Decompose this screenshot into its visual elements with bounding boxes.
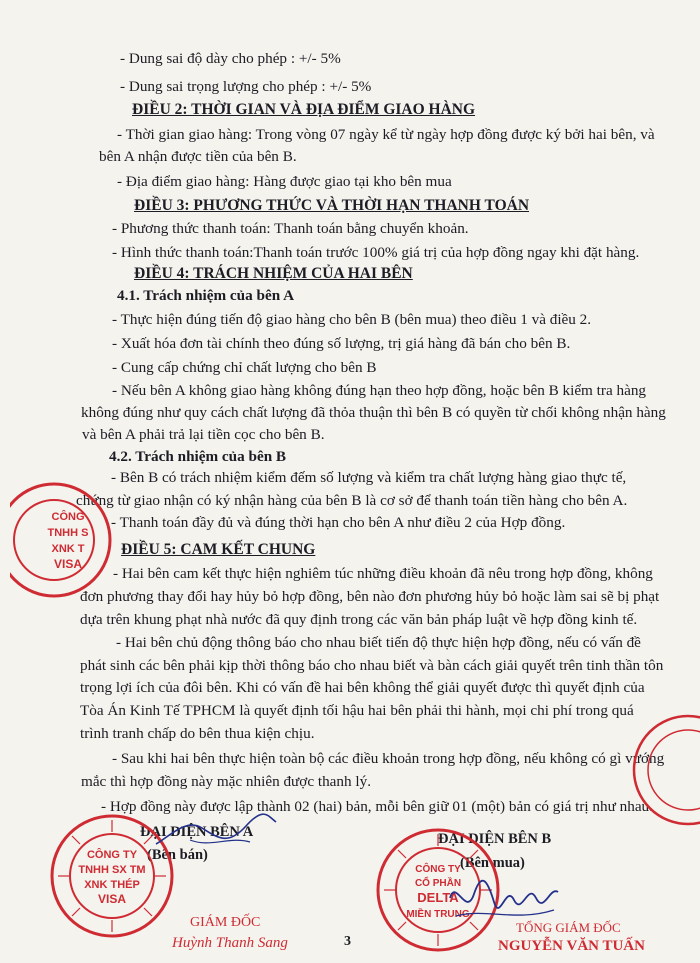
seal-a-text: XNK THÉP	[84, 879, 140, 891]
text-line: - Dung sai trọng lượng cho phép : +/- 5%	[120, 78, 372, 95]
text-line: - Phương thức thanh toán: Thanh toán bằng chuyển khoản.	[112, 220, 469, 237]
text-line: - Sau khi hai bên thực hiện toàn bộ các điều khoản trong hợp đồng, nếu không có gì vướng	[112, 750, 665, 767]
partial-seal-text: XNK T	[51, 543, 85, 555]
text-line: - Hợp đồng này được lập thành 02 (hai) bản, mỗi bên giữ 01 (một) bản có giá trị như nhau.	[101, 798, 653, 815]
text-line: phát sinh các bên phải kịp thời thông báo cho nhau biết và bàn cách giải quyết trên tinh thần tôn	[80, 657, 664, 674]
text-line: đơn phương thay đổi hay hủy bỏ hợp đồng, bên nào đơn phương hủy bỏ hoặc làm sai sẽ bị phạt	[80, 588, 660, 605]
text-line: Tòa Án Kinh Tế TPHCM là quyết định tối hậu hai bên phải thi hành, mọi chi phí trong quá	[80, 702, 634, 719]
partial-stamp-right-icon	[612, 712, 700, 830]
text-line: - Thực hiện đúng tiến độ giao hàng cho bên B (bên mua) theo điều 1 và điều 2.	[112, 311, 592, 328]
page-number: 3	[344, 934, 351, 949]
subsection-heading: 4.1. Trách nhiệm của bên A	[117, 287, 295, 304]
partial-seal-icon	[10, 480, 128, 600]
text-line: - Hai bên cam kết thực hiện nghiêm túc những điều khoản đã nêu trong hợp đồng, không	[113, 565, 653, 582]
party-a-title: ĐẠI DIỆN BÊN A	[140, 824, 254, 840]
text-line: - Địa điểm giao hàng: Hàng được giao tại kho bên mua	[117, 173, 452, 190]
text-line: - Hai bên chủ động thông báo cho nhau biết tiến độ thực hiện hợp đồng, nếu có vấn đề	[116, 634, 641, 651]
text-line: mắc thì hợp đồng này mặc nhiên được thanh lý.	[81, 773, 372, 790]
subsection-heading: 4.2. Trách nhiệm của bên B	[109, 448, 287, 465]
seal-b-text: MIỀN TRUNG	[406, 909, 470, 920]
text-line: - Dung sai độ dày cho phép : +/- 5%	[120, 50, 341, 67]
party-a-name: Huỳnh Thanh Sang	[172, 935, 288, 951]
section-heading: ĐIỀU 3: PHƯƠNG THỨC VÀ THỜI HẠN THANH TOÁN	[134, 197, 530, 214]
text-line: chứng từ giao nhận có ký nhận hàng của bên B là cơ sở để thanh toán tiền hàng cho bên A.	[76, 492, 628, 509]
text-line: - Bên B có trách nhiệm kiểm đếm số lượng và kiểm tra chất lượng hàng giao thực tế,	[111, 469, 627, 486]
section-heading: ĐIỀU 2: THỜI GIAN VÀ ĐỊA ĐIỂM GIAO HÀNG	[132, 101, 476, 118]
text-line: trọng lợi ích của đôi bên. Khi có vấn đề hai bên không thể giải quyết được thì quyết định của	[80, 679, 645, 696]
seal-a-text: VISA	[97, 892, 127, 906]
text-line: - Thời gian giao hàng: Trong vòng 07 ngày kể từ ngày hợp đồng được ký bởi hai bên, và	[117, 126, 655, 143]
text-line: dựa trên khung phạt nhà nước đã quy định trong các văn bản pháp luật về hợp đồng kinh tế.	[80, 611, 638, 628]
text-line: - Thanh toán đầy đủ và đúng thời hạn cho bên A như điều 2 của Hợp đồng.	[111, 514, 566, 531]
party-b-name: NGUYỄN VĂN TUẤN	[498, 938, 645, 954]
party-a-position: GIÁM ĐỐC	[190, 915, 261, 930]
text-line: - Xuất hóa đơn tài chính theo đúng số lượng, trị giá hàng đã bán cho bên B.	[112, 335, 571, 352]
party-b-position: TỔNG GIÁM ĐỐC	[516, 920, 621, 935]
partial-seal-text: VISA	[53, 557, 83, 571]
signature-a-icon	[150, 806, 280, 856]
text-line: trình tranh chấp do bên thua kiện chịu.	[80, 725, 315, 742]
section-heading: ĐIỀU 5: CAM KẾT CHUNG	[121, 541, 316, 558]
signature-b-icon	[446, 872, 562, 928]
text-line: - Hình thức thanh toán:Thanh toán trước 100% giá trị của hợp đồng ngay khi đặt hàng.	[112, 244, 640, 261]
text-line: và bên A phải trả lại tiền cọc cho bên B.	[82, 426, 325, 443]
partial-seal-text: CÔNG	[51, 511, 85, 523]
party-b-title: ĐẠI DIỆN BÊN B	[438, 831, 552, 847]
seal-b-text: CÔNG TY	[415, 864, 461, 875]
text-line: - Nếu bên A không giao hàng không đúng hạn theo hợp đồng, hoặc bên B kiểm tra hàng	[112, 382, 647, 399]
section-heading: ĐIỀU 4: TRÁCH NHIỆM CỦA HAI BÊN	[134, 265, 413, 282]
seal-b-text: CỔ PHẦN	[414, 878, 462, 889]
seal-a-text: CÔNG TY	[86, 849, 138, 861]
text-line: bên A nhận được tiền của bên B.	[99, 148, 297, 165]
seal-b-text: DELTA	[417, 890, 459, 905]
partial-seal-text: TNHH S	[47, 527, 89, 539]
party-a-role: (Bên bán)	[147, 847, 208, 863]
seal-a-text: TNHH SX TM	[78, 864, 146, 876]
party-b-role: (Bên mua)	[460, 855, 525, 871]
text-line: không đúng như quy cách chất lượng đã thỏa thuận thì bên B có quyền từ chối không nhận hàng	[81, 404, 666, 421]
text-line: - Cung cấp chứng chỉ chất lượng cho bên B	[112, 359, 377, 376]
